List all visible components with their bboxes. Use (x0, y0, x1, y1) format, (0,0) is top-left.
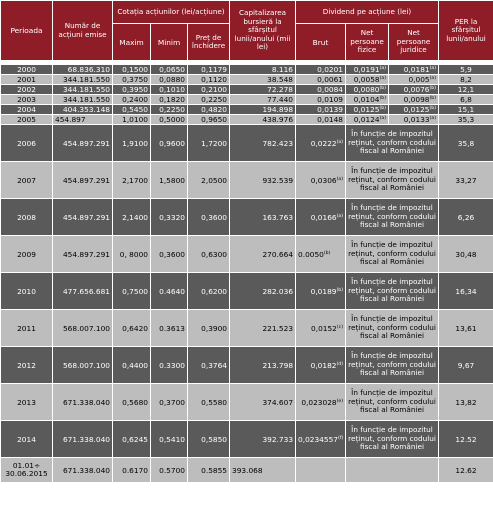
cell-cap: 374.607 (230, 384, 296, 421)
cell-min: 0,0650 (151, 65, 188, 75)
cell-min: 0,0880 (151, 75, 188, 85)
cell-gross: 0,0109 (296, 95, 346, 105)
cell-shares: 344.181.550 (53, 85, 113, 95)
cell-gross: 0,0139 (296, 105, 346, 115)
cell-max: 0,6245 (113, 421, 151, 458)
cell-max: 0,5680 (113, 384, 151, 421)
cell-period: 2014 (1, 421, 53, 458)
cell-net-note (346, 458, 439, 483)
cell-per: 5,9 (439, 65, 493, 75)
cell-per: 30,48 (439, 236, 493, 273)
cell-per: 9,67 (439, 347, 493, 384)
cell-min: 0,3320 (151, 199, 188, 236)
cell-cap: 221.523 (230, 310, 296, 347)
cell-shares: 344.181.550 (53, 75, 113, 85)
cell-min: 0,5000 (151, 115, 188, 125)
cell-max: 0,1500 (113, 65, 151, 75)
cell-period: 2006 (1, 125, 53, 162)
cell-max: 0,6420 (113, 310, 151, 347)
cell-close: 0,4820 (188, 105, 230, 115)
cell-gross (296, 458, 346, 483)
cell-close: 0,2250 (188, 95, 230, 105)
cell-shares: 477.656.681 (53, 273, 113, 310)
cell-close: 0,3764 (188, 347, 230, 384)
cell-close: 0.5855 (188, 458, 230, 483)
cell-shares: 454.897.291 (53, 125, 113, 162)
table-row (1, 125, 493, 162)
header-quote-group: Cotația acțiunilor (lei/acțiune) (113, 1, 230, 24)
cell-net-legal: 0,0133$^{(a)}$ (389, 115, 439, 125)
cell-gross: 0,0234557$^{(f)}$ (296, 421, 346, 458)
cell-shares: 568.007.100 (53, 310, 113, 347)
cell-cap: 163.763 (230, 199, 296, 236)
cell-net-legal: 0,005$^{(a)}$ (389, 75, 439, 85)
header-per: PER la sfârșitul lunii/anului (439, 1, 493, 61)
cell-close: 0,9650 (188, 115, 230, 125)
cell-period: 2010 (1, 273, 53, 310)
header-gross: Brut (296, 24, 346, 61)
cell-cap: 213.798 (230, 347, 296, 384)
cell-gross: 0,0166$^{(a)}$ (296, 199, 346, 236)
cell-min: 0,1010 (151, 85, 188, 95)
header-net-legal-entities: Net persoane juridice (389, 24, 439, 61)
cell-cap: 8.116 (230, 65, 296, 75)
cell-min: 0.3300 (151, 347, 188, 384)
cell-cap: 932.539 (230, 162, 296, 199)
cell-per: 13,82 (439, 384, 493, 421)
cell-period: 2013 (1, 384, 53, 421)
cell-gross: 0,0182$^{(d)}$ (296, 347, 346, 384)
cell-max: 0,4400 (113, 347, 151, 384)
cell-net-note: În funcție de impozitul reținut, conform codului fiscal al României (346, 125, 439, 162)
cell-min: 0,9600 (151, 125, 188, 162)
cell-cap: 782.423 (230, 125, 296, 162)
cell-period: 2001 (1, 75, 53, 85)
table-row (1, 458, 493, 483)
table-row (1, 310, 493, 347)
cell-close: 2,0500 (188, 162, 230, 199)
header-market-cap: Capitalizarea bursieră la sfârșitul lunii/anului (mii lei) (230, 1, 296, 61)
cell-per: 13,61 (439, 310, 493, 347)
cell-cap: 194.898 (230, 105, 296, 115)
header-shares: Număr de acțiuni emise (53, 1, 113, 61)
cell-period: 2002 (1, 85, 53, 95)
table-row (1, 85, 493, 95)
cell-per: 12.52 (439, 421, 493, 458)
cell-net-note: În funcție de impozitul reținut, conform codului fiscal al României (346, 310, 439, 347)
cell-period: 2012 (1, 347, 53, 384)
cell-cap: 77.440 (230, 95, 296, 105)
cell-gross: 0,0306$^{(a)}$ (296, 162, 346, 199)
header-dividend-group: Dividend pe acțiune (lei) (296, 1, 439, 24)
cell-cap: 270.664 (230, 236, 296, 273)
table-row (1, 95, 493, 105)
cell-max: 2,1400 (113, 199, 151, 236)
table-row (1, 199, 493, 236)
cell-net-note: În funcție de impozitul reținut, conform codului fiscal al României (346, 273, 439, 310)
cell-max: 0,5450 (113, 105, 151, 115)
table-row (1, 115, 493, 125)
cell-max: 0,3950 (113, 85, 151, 95)
cell-shares: 454.897.291 (53, 236, 113, 273)
cell-per: 16,34 (439, 273, 493, 310)
table-row (1, 236, 493, 273)
cell-shares: 671.338.040 (53, 421, 113, 458)
table-row (1, 105, 493, 115)
cell-shares: 344.181.550 (53, 95, 113, 105)
cell-gross: 0,0061 (296, 75, 346, 85)
cell-min: 0.3613 (151, 310, 188, 347)
cell-max: 1,0100 (113, 115, 151, 125)
cell-per: 12.62 (439, 458, 493, 483)
cell-max: 0,7500 (113, 273, 151, 310)
cell-per: 6,8 (439, 95, 493, 105)
header-period: Perioada (1, 1, 53, 61)
cell-per: 12,1 (439, 85, 493, 95)
cell-period: 2000 (1, 65, 53, 75)
cell-period: 2004 (1, 105, 53, 115)
cell-net-note: În funcție de impozitul reținut, conform codului fiscal al României (346, 199, 439, 236)
cell-gross: 0,0084 (296, 85, 346, 95)
cell-cap: 72.278 (230, 85, 296, 95)
cell-close: 0,3900 (188, 310, 230, 347)
cell-close: 0,3600 (188, 199, 230, 236)
cell-net-legal: 0,0098$^{(b)}$ (389, 95, 439, 105)
header-max: Maxim (113, 24, 151, 61)
header-net-individuals: Net persoane fizice (346, 24, 389, 61)
cell-period: 01.01÷ 30.06.2015 (1, 458, 53, 483)
cell-gross: 0.0050$^{(b)}$ (296, 236, 346, 273)
cell-per: 33,27 (439, 162, 493, 199)
cell-per: 35,8 (439, 125, 493, 162)
cell-min: 0.5700 (151, 458, 188, 483)
cell-max: 0,2400 (113, 95, 151, 105)
cell-per: 35,3 (439, 115, 493, 125)
cell-cap: 38.548 (230, 75, 296, 85)
cell-min: 0,3600 (151, 236, 188, 273)
cell-close: 0,6300 (188, 236, 230, 273)
cell-net-note: În funcție de impozitul reținut, conform codului fiscal al României (346, 421, 439, 458)
cell-net-individuals: 0,0191$^{(a)}$ (346, 65, 389, 75)
cell-period: 2008 (1, 199, 53, 236)
table-row (1, 273, 493, 310)
cell-max: 0.6170 (113, 458, 151, 483)
cell-shares: 404.353.148 (53, 105, 113, 115)
cell-max: 1,9100 (113, 125, 151, 162)
cell-cap: 393.068 (230, 458, 296, 483)
cell-net-individuals: 0,0104$^{(b)}$ (346, 95, 389, 105)
cell-min: 0,5410 (151, 421, 188, 458)
cell-min: 0,1820 (151, 95, 188, 105)
cell-net-note: În funcție de impozitul reținut, conform codului fiscal al României (346, 236, 439, 273)
cell-min: 0.4640 (151, 273, 188, 310)
cell-close: 0,1179 (188, 65, 230, 75)
header-close: Preț de închidere (188, 24, 230, 61)
cell-gross: 0,023028$^{(e)}$ (296, 384, 346, 421)
cell-net-individuals: 0,0125$^{(b)}$ (346, 105, 389, 115)
cell-cap: 282.036 (230, 273, 296, 310)
cell-close: 0,1120 (188, 75, 230, 85)
cell-period: 2011 (1, 310, 53, 347)
cell-net-note: În funcție de impozitul reținut, conform codului fiscal al României (346, 384, 439, 421)
cell-period: 2009 (1, 236, 53, 273)
cell-net-legal: 0,0125$^{(b)}$ (389, 105, 439, 115)
cell-gross: 0,0189$^{(b)}$ (296, 273, 346, 310)
cell-gross: 0,0201 (296, 65, 346, 75)
cell-per: 15,1 (439, 105, 493, 115)
cell-max: 2,1700 (113, 162, 151, 199)
cell-gross: 0,0222$^{(a)}$ (296, 125, 346, 162)
cell-period: 2003 (1, 95, 53, 105)
cell-close: 1,7200 (188, 125, 230, 162)
cell-period: 2005 (1, 115, 53, 125)
cell-cap: 438.976 (230, 115, 296, 125)
cell-net-note: În funcție de impozitul reținut, conform codului fiscal al României (346, 162, 439, 199)
cell-close: 0,6200 (188, 273, 230, 310)
table-row (1, 162, 493, 199)
cell-min: 0,3700 (151, 384, 188, 421)
table-row (1, 75, 493, 85)
cell-net-legal: 0,0181$^{(a)}$ (389, 65, 439, 75)
cell-min: 1,5800 (151, 162, 188, 199)
cell-period: 2007 (1, 162, 53, 199)
cell-cap: 392.733 (230, 421, 296, 458)
cell-net-individuals: 0,0058$^{(a)}$ (346, 75, 389, 85)
cell-shares: 454.897.291 (53, 162, 113, 199)
cell-net-legal: 0,0076$^{(b)}$ (389, 85, 439, 95)
cell-shares: 671.338.040 (53, 458, 113, 483)
table-row (1, 384, 493, 421)
header-min: Minim (151, 24, 188, 61)
cell-shares: 68.836.310 (53, 65, 113, 75)
cell-close: 0,5850 (188, 421, 230, 458)
cell-close: 0,5580 (188, 384, 230, 421)
cell-per: 6,26 (439, 199, 493, 236)
cell-net-note: În funcție de impozitul reținut, conform codului fiscal al României (346, 347, 439, 384)
cell-gross: 0,0152$^{(c)}$ (296, 310, 346, 347)
cell-net-individuals: 0,0124$^{(a)}$ (346, 115, 389, 125)
cell-per: 8,2 (439, 75, 493, 85)
cell-shares: 454.897.291 (53, 199, 113, 236)
cell-min: 0,2250 (151, 105, 188, 115)
cell-gross: 0,0148 (296, 115, 346, 125)
cell-net-individuals: 0,0080$^{(b)}$ (346, 85, 389, 95)
cell-shares: 454.897 (53, 115, 113, 125)
cell-max: 0,3750 (113, 75, 151, 85)
table-row (1, 421, 493, 458)
table-row (1, 347, 493, 384)
table-row (1, 65, 493, 75)
cell-shares: 671.338.040 (53, 384, 113, 421)
cell-shares: 568.007.100 (53, 347, 113, 384)
cell-close: 0,2100 (188, 85, 230, 95)
cell-max: 0, 8000 (113, 236, 151, 273)
